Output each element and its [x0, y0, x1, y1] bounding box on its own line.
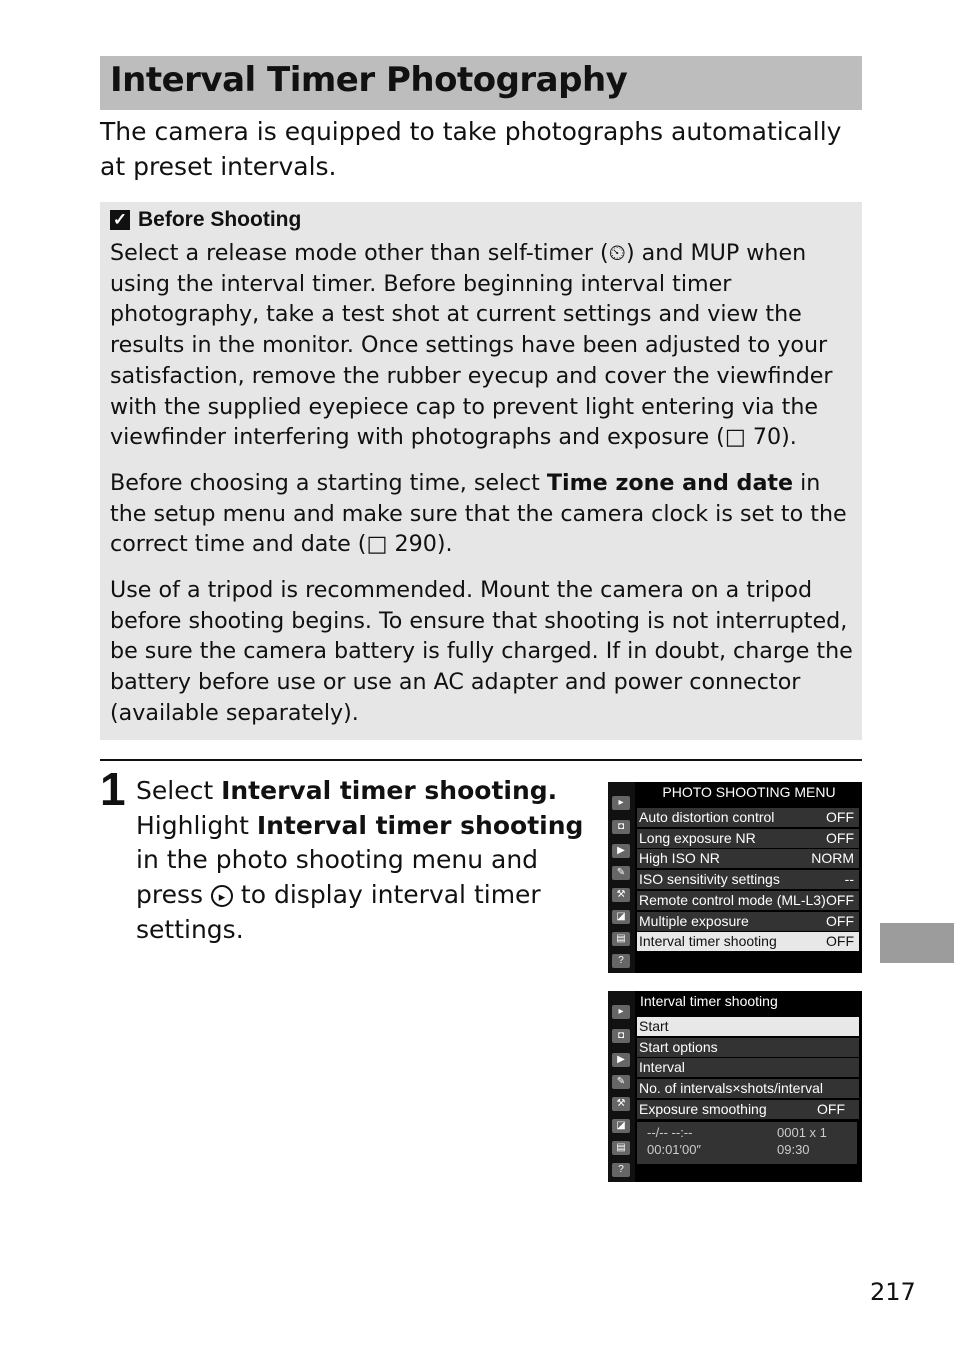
playback-tab-icon: ▸: [612, 1005, 630, 1019]
wrench-tab-icon: ⚒: [612, 1097, 630, 1111]
menu-row[interactable]: Remote control mode (ML-L3) OFF: [637, 891, 859, 910]
photo-shooting-menu-screen: [608, 782, 862, 973]
menu-row-selected[interactable]: Start: [637, 1017, 859, 1036]
interval-timer-screen: [608, 991, 862, 1182]
mymenu-tab-icon: ▤: [612, 932, 630, 946]
mymenu-tab-icon: ▤: [612, 1141, 630, 1155]
note-paragraph-2: Before choosing a starting time, select Time zone and date in the setup menu and make sure that the camera clock is set to the correct time and date (□ 290).: [110, 470, 847, 558]
multi-selector-right-icon: ▸: [211, 885, 233, 907]
note-paragraph-1: Select a release mode other than self-timer (⏲) and MUP when using the interval timer. Before beginning interval timer photography, take a test shot at current settings and view the results in the monitor. Once settings have been adjusted to your satisfaction, remove the rubber eyecup and cover the viewfinder with the supplied eyepiece cap to prevent light entering via the viewfinder interfering with photographs and exposure (□ 70).: [110, 240, 833, 451]
menu-row-selected[interactable]: Interval timer shooting OFF: [637, 932, 859, 951]
menu-row[interactable]: Multiple exposure OFF: [637, 912, 859, 931]
menu-row[interactable]: High ISO NR NORM: [637, 849, 859, 868]
help-icon: ?: [612, 1163, 630, 1177]
movie-tab-icon: ▶: [612, 844, 630, 858]
screen-title: PHOTO SHOOTING MENU: [662, 784, 836, 800]
camera-tab-icon: ◘: [612, 1029, 630, 1043]
retouch-tab-icon: ◪: [612, 1119, 630, 1133]
divider: [100, 759, 862, 761]
movie-tab-icon: ▶: [612, 1053, 630, 1067]
screen-title: Interval timer shooting: [640, 993, 778, 1009]
before-shooting-note: [100, 202, 862, 740]
intro-text: The camera is equipped to take photographs automatically at preset intervals.: [100, 117, 842, 181]
wrench-tab-icon: ⚒: [612, 888, 630, 902]
title-bar: [100, 56, 862, 110]
menu-row[interactable]: Exposure smoothing OFF: [637, 1100, 859, 1119]
retouch-tab-icon: ◪: [612, 910, 630, 924]
pencil-tab-icon: ✎: [612, 866, 630, 880]
check-icon: ✓: [110, 210, 130, 230]
step-number: 1: [100, 763, 126, 815]
page-number: 217: [870, 1278, 916, 1306]
step-text: Select Interval timer shooting. Highlight Interval timer shooting in the photo shooting menu and press ▸ to display interval timer settings.: [136, 776, 584, 944]
interval-value: 00:01′00″: [647, 1142, 702, 1157]
camera-tab-icon: ◘: [612, 820, 630, 834]
menu-row[interactable]: ISO sensitivity settings --: [637, 870, 859, 889]
pencil-tab-icon: ✎: [612, 1075, 630, 1089]
page-title: Interval Timer Photography: [110, 60, 628, 100]
menu-tabs: [608, 782, 635, 973]
note-paragraph-3: Use of a tripod is recommended. Mount the camera on a tripod before shooting begins. To ensure that shooting is not interrupted, be sure the camera battery is fully charged. If in doubt, charge the battery before use or use an AC adapter and power connector (available separately).: [110, 577, 853, 726]
note-heading-text: Before Shooting: [138, 208, 302, 231]
menu-row[interactable]: Interval: [637, 1058, 859, 1077]
menu-row[interactable]: Auto distortion control OFF: [637, 808, 859, 827]
interval-info-panel: [637, 1122, 857, 1164]
start-time: --/-- --:--: [647, 1125, 693, 1140]
clock-time: 09:30: [777, 1142, 810, 1157]
note-heading: [110, 208, 301, 232]
menu-row[interactable]: No. of intervals×shots/interval: [637, 1079, 859, 1098]
interval-count: 0001 x 1: [777, 1125, 827, 1140]
menu-row[interactable]: Long exposure NR OFF: [637, 829, 859, 848]
chapter-thumb-tab: [880, 923, 954, 963]
menu-tabs: [608, 991, 635, 1182]
help-icon: ?: [612, 954, 630, 968]
menu-row[interactable]: Start options: [637, 1038, 859, 1057]
playback-tab-icon: ▸: [612, 796, 630, 810]
